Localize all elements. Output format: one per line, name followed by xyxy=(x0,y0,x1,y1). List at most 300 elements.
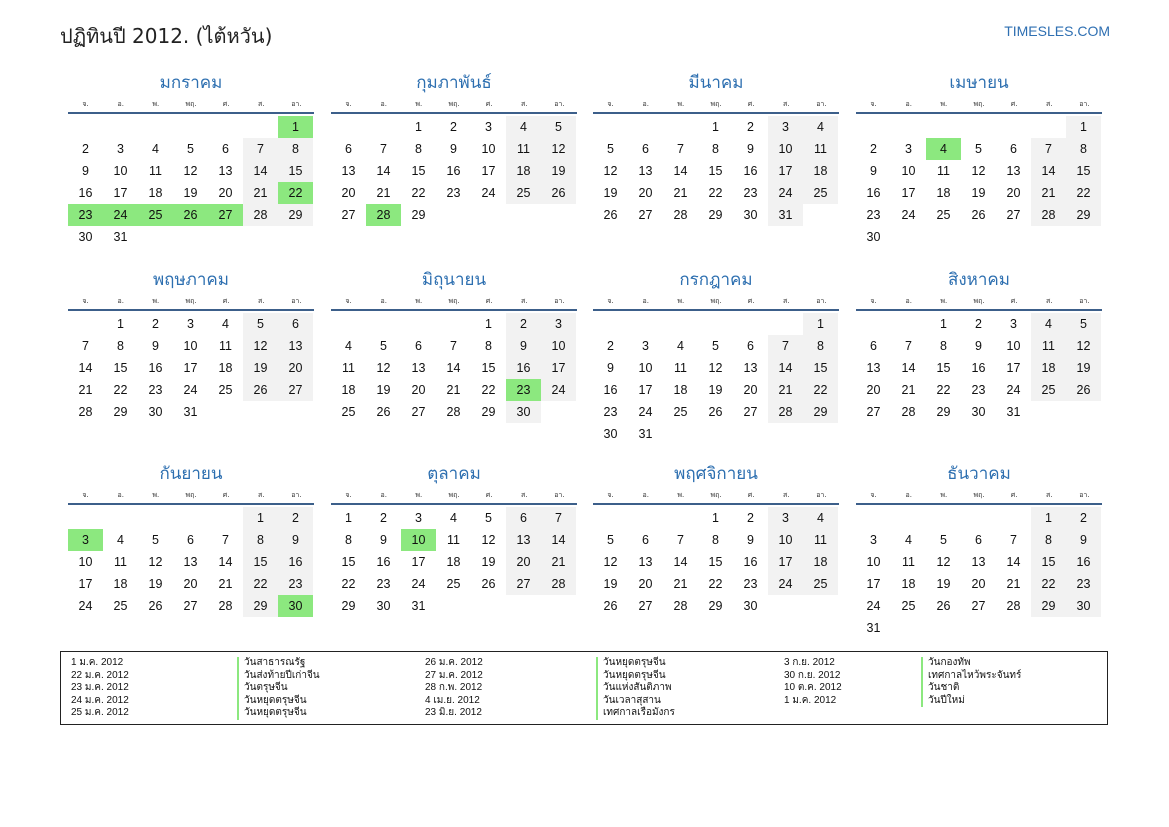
weekday-label: ศ. xyxy=(222,490,230,499)
day-cell: 28 xyxy=(78,405,93,419)
day-cell: 15 xyxy=(708,555,723,569)
day-cell: 25 xyxy=(113,599,128,613)
day-cell: 18 xyxy=(936,186,951,200)
weekday-label: พฤ. xyxy=(973,490,985,499)
weekday-label: จ. xyxy=(870,296,877,305)
day-cell: 11 xyxy=(803,138,838,160)
empty-cell xyxy=(1031,116,1066,138)
day-cell: 7 xyxy=(1010,533,1017,547)
day-cell: 11 xyxy=(219,339,232,353)
day-cell: 17 xyxy=(866,577,881,591)
empty-cell xyxy=(208,116,243,138)
day-cell: 6 xyxy=(345,142,352,156)
weekday-label: อา. xyxy=(291,490,302,499)
day-cell: 2 xyxy=(380,511,387,525)
holiday-entry: 23 มิ.ย. 2012 xyxy=(425,707,482,719)
weekday-label: พฤ. xyxy=(185,99,197,108)
day-cell: 12 xyxy=(1066,335,1101,357)
day-cell: 14 xyxy=(901,361,916,375)
day-cell: 29 xyxy=(708,208,723,222)
day-cell: 15 xyxy=(278,160,313,182)
weekday-label: จ. xyxy=(82,296,89,305)
day-cell: 11 xyxy=(937,164,950,178)
day-cell: 24 xyxy=(103,204,138,226)
day-cell: 4 xyxy=(506,116,541,138)
day-cell: 28 xyxy=(1006,599,1021,613)
day-cell: 16 xyxy=(148,361,163,375)
weekday-label: จ. xyxy=(345,296,352,305)
day-cell: 12 xyxy=(603,164,618,178)
weekday-label: ศ. xyxy=(222,296,230,305)
day-cell: 29 xyxy=(278,204,313,226)
month-block xyxy=(68,267,314,423)
day-cell: 4 xyxy=(222,317,229,331)
day-cell: 29 xyxy=(113,405,128,419)
day-cell: 17 xyxy=(768,551,803,573)
day-cell: 4 xyxy=(117,533,124,547)
day-cell: 8 xyxy=(117,339,124,353)
day-cell: 28 xyxy=(366,204,401,226)
day-cell: 17 xyxy=(638,383,653,397)
day-grid xyxy=(331,507,577,617)
day-cell: 21 xyxy=(673,186,688,200)
day-cell: 19 xyxy=(603,577,618,591)
day-cell: 15 xyxy=(341,555,356,569)
day-cell: 28 xyxy=(673,599,688,613)
empty-cell xyxy=(173,116,208,138)
day-cell: 16 xyxy=(603,383,618,397)
day-cell: 19 xyxy=(183,186,198,200)
holiday-entry: 3 ก.ย. 2012 xyxy=(784,657,835,668)
day-cell: 4 xyxy=(803,116,838,138)
day-cell: 1 xyxy=(712,511,719,525)
empty-cell xyxy=(768,595,803,617)
day-cell: 9 xyxy=(506,335,541,357)
holiday-entry: วันหยุดตรุษจีน xyxy=(244,694,307,706)
day-cell: 31 xyxy=(113,230,128,244)
day-cell: 12 xyxy=(708,361,723,375)
empty-cell xyxy=(103,507,138,529)
month-name: กรกฎาคม xyxy=(679,270,753,290)
weekday-label: พ. xyxy=(677,99,685,108)
day-cell: 7 xyxy=(380,142,387,156)
empty-cell xyxy=(243,401,278,423)
empty-cell xyxy=(1031,226,1066,248)
day-cell: 6 xyxy=(222,142,229,156)
weekday-label: อ. xyxy=(380,99,387,108)
day-cell: 24 xyxy=(768,182,803,204)
day-cell: 17 xyxy=(901,186,916,200)
day-cell: 13 xyxy=(638,164,653,178)
holiday-entry: วันเวลาสุสาน xyxy=(603,694,661,706)
day-cell: 26 xyxy=(1066,379,1101,401)
day-cell: 13 xyxy=(506,529,541,551)
day-cell: 19 xyxy=(148,577,163,591)
day-cell: 24 xyxy=(638,405,653,419)
empty-cell xyxy=(593,507,628,529)
weekday-label: อ. xyxy=(905,296,912,305)
empty-cell xyxy=(803,204,838,226)
day-cell: 1 xyxy=(415,120,422,134)
empty-cell xyxy=(68,507,103,529)
day-cell: 25 xyxy=(446,577,461,591)
day-cell: 29 xyxy=(708,599,723,613)
empty-cell xyxy=(243,226,278,248)
weekday-label: ส. xyxy=(783,99,790,108)
month-name: ธันวาคม xyxy=(947,464,1011,484)
weekday-header xyxy=(331,96,577,114)
holiday-entry: วันหยุดตรุษจีน xyxy=(603,669,666,681)
empty-cell xyxy=(996,116,1031,138)
weekday-header xyxy=(593,293,839,311)
weekday-label: จ. xyxy=(607,99,614,108)
weekday-label: อา. xyxy=(1079,490,1090,499)
day-cell: 8 xyxy=(1066,138,1101,160)
day-cell: 27 xyxy=(866,405,881,419)
holiday-entry: วันชาติ xyxy=(928,682,960,694)
weekday-label: จ. xyxy=(870,99,877,108)
day-cell: 24 xyxy=(411,577,426,591)
day-cell: 11 xyxy=(506,138,541,160)
holiday-entry: วันกองทัพ xyxy=(928,657,971,668)
weekday-label: ศ. xyxy=(747,296,755,305)
weekday-label: พฤ. xyxy=(710,490,722,499)
holiday-entry: 28 ก.พ. 2012 xyxy=(425,682,483,694)
empty-cell xyxy=(278,226,313,248)
month-block xyxy=(331,461,577,617)
weekday-label: อา. xyxy=(554,490,565,499)
empty-cell xyxy=(663,116,698,138)
day-cell: 3 xyxy=(187,317,194,331)
day-cell: 29 xyxy=(1031,595,1066,617)
day-cell: 8 xyxy=(712,533,719,547)
day-cell: 23 xyxy=(68,204,103,226)
empty-cell xyxy=(698,313,733,335)
weekday-label: พ. xyxy=(940,99,948,108)
holiday-entry: 24 ม.ค. 2012 xyxy=(71,694,129,706)
day-cell: 6 xyxy=(747,339,754,353)
day-grid xyxy=(856,507,1102,639)
day-cell: 19 xyxy=(481,555,496,569)
day-cell: 27 xyxy=(971,599,986,613)
day-cell: 25 xyxy=(341,405,356,419)
day-cell: 27 xyxy=(506,573,541,595)
day-cell: 25 xyxy=(803,182,838,204)
day-cell: 31 xyxy=(411,599,426,613)
holiday-entry: วันหยุดตรุษจีน xyxy=(603,657,666,668)
day-cell: 13 xyxy=(218,164,233,178)
weekday-label: พฤ. xyxy=(710,296,722,305)
weekday-label: พฤ. xyxy=(448,490,460,499)
empty-cell xyxy=(891,116,926,138)
day-cell: 28 xyxy=(541,573,576,595)
month-block xyxy=(856,267,1102,423)
empty-cell xyxy=(1066,617,1101,639)
day-cell: 19 xyxy=(936,577,951,591)
day-cell: 12 xyxy=(376,361,391,375)
day-cell: 20 xyxy=(278,357,313,379)
day-cell: 4 xyxy=(905,533,912,547)
day-cell: 16 xyxy=(971,361,986,375)
weekday-label: ส. xyxy=(258,296,265,305)
day-cell: 23 xyxy=(446,186,461,200)
day-cell: 31 xyxy=(638,427,653,441)
day-cell: 11 xyxy=(342,361,355,375)
day-cell: 22 xyxy=(113,383,128,397)
day-cell: 2 xyxy=(747,511,754,525)
empty-cell xyxy=(68,313,103,335)
day-cell: 3 xyxy=(870,533,877,547)
day-cell: 6 xyxy=(415,339,422,353)
day-cell: 5 xyxy=(187,142,194,156)
day-cell: 1 xyxy=(1066,116,1101,138)
day-cell: 25 xyxy=(506,182,541,204)
day-cell: 13 xyxy=(743,361,758,375)
holiday-entry: 30 ก.ย. 2012 xyxy=(784,669,841,681)
day-cell: 1 xyxy=(345,511,352,525)
day-cell: 30 xyxy=(376,599,391,613)
weekday-label: ศ. xyxy=(1010,490,1018,499)
holiday-entry: 4 เม.ย. 2012 xyxy=(425,694,480,706)
empty-cell xyxy=(401,313,436,335)
day-cell: 9 xyxy=(747,142,754,156)
day-cell: 10 xyxy=(78,555,93,569)
weekday-label: ส. xyxy=(258,490,265,499)
day-cell: 22 xyxy=(936,383,951,397)
weekday-label: พฤ. xyxy=(448,99,460,108)
day-cell: 1 xyxy=(1031,507,1066,529)
empty-cell xyxy=(996,617,1031,639)
empty-cell xyxy=(208,401,243,423)
site-link[interactable]: TIMESLES.COM xyxy=(1004,23,1110,39)
holiday-entry: วันปีใหม่ xyxy=(928,694,965,706)
empty-cell xyxy=(173,226,208,248)
day-cell: 24 xyxy=(901,208,916,222)
day-cell: 7 xyxy=(450,339,457,353)
day-cell: 26 xyxy=(971,208,986,222)
weekday-label: อา. xyxy=(291,296,302,305)
day-cell: 8 xyxy=(803,335,838,357)
day-cell: 25 xyxy=(936,208,951,222)
weekday-label: ศ. xyxy=(747,490,755,499)
day-cell: 12 xyxy=(603,555,618,569)
weekday-label: พฤ. xyxy=(185,490,197,499)
day-cell: 13 xyxy=(183,555,198,569)
holiday-entry: 25 ม.ค. 2012 xyxy=(71,707,129,719)
weekday-label: พฤ. xyxy=(448,296,460,305)
day-cell: 20 xyxy=(971,577,986,591)
day-cell: 20 xyxy=(866,383,881,397)
empty-cell xyxy=(996,226,1031,248)
day-cell: 1 xyxy=(117,317,124,331)
day-cell: 8 xyxy=(485,339,492,353)
holiday-entry: 1 ม.ค. 2012 xyxy=(71,657,124,668)
weekday-label: อา. xyxy=(816,296,827,305)
day-cell: 1 xyxy=(712,120,719,134)
day-cell: 22 xyxy=(708,577,723,591)
month-block xyxy=(593,267,839,445)
day-cell: 29 xyxy=(481,405,496,419)
day-cell: 25 xyxy=(138,204,173,226)
day-cell: 22 xyxy=(1031,573,1066,595)
day-cell: 14 xyxy=(541,529,576,551)
day-cell: 3 xyxy=(415,511,422,525)
day-cell: 25 xyxy=(218,383,233,397)
day-cell: 4 xyxy=(1031,313,1066,335)
day-cell: 22 xyxy=(708,186,723,200)
holiday-names-col1 xyxy=(237,657,320,720)
day-cell: 1 xyxy=(803,313,838,335)
day-cell: 3 xyxy=(768,116,803,138)
day-cell: 28 xyxy=(218,599,233,613)
empty-cell xyxy=(1031,617,1066,639)
empty-cell xyxy=(436,595,471,617)
empty-cell xyxy=(803,595,838,617)
day-cell: 11 xyxy=(1031,335,1066,357)
day-cell: 16 xyxy=(866,186,881,200)
day-cell: 18 xyxy=(218,361,233,375)
day-cell: 18 xyxy=(901,577,916,591)
empty-cell xyxy=(471,204,506,226)
day-cell: 19 xyxy=(708,383,723,397)
day-cell: 26 xyxy=(603,599,618,613)
day-cell: 16 xyxy=(446,164,461,178)
day-cell: 25 xyxy=(673,405,688,419)
day-cell: 21 xyxy=(243,182,278,204)
day-cell: 19 xyxy=(1066,357,1101,379)
day-cell: 17 xyxy=(768,160,803,182)
empty-cell xyxy=(733,313,768,335)
holiday-entry: วันแห่งสันติภาพ xyxy=(603,682,672,694)
holiday-names-col3 xyxy=(921,657,1021,707)
empty-cell xyxy=(856,313,891,335)
day-grid xyxy=(331,116,577,226)
day-cell: 30 xyxy=(971,405,986,419)
holiday-entry: 27 ม.ค. 2012 xyxy=(425,669,483,681)
day-cell: 20 xyxy=(638,186,653,200)
empty-cell xyxy=(1066,401,1101,423)
month-block xyxy=(593,461,839,617)
day-grid xyxy=(331,313,577,423)
empty-cell xyxy=(541,595,576,617)
day-cell: 11 xyxy=(114,555,127,569)
holiday-dates-col3 xyxy=(784,657,842,707)
day-cell: 22 xyxy=(243,573,278,595)
weekday-header xyxy=(593,487,839,505)
day-cell: 15 xyxy=(113,361,128,375)
day-cell: 18 xyxy=(506,160,541,182)
weekday-label: ส. xyxy=(521,490,528,499)
day-cell: 16 xyxy=(506,357,541,379)
day-cell: 6 xyxy=(187,533,194,547)
weekday-label: ส. xyxy=(783,296,790,305)
day-cell: 27 xyxy=(638,208,653,222)
day-cell: 26 xyxy=(481,577,496,591)
day-cell: 4 xyxy=(152,142,159,156)
holiday-dates-col1 xyxy=(71,657,129,720)
day-cell: 31 xyxy=(866,621,881,635)
holiday-entry: วันสาธารณรัฐ xyxy=(244,657,306,668)
day-cell: 27 xyxy=(278,379,313,401)
empty-cell xyxy=(138,116,173,138)
empty-cell xyxy=(138,226,173,248)
day-cell: 31 xyxy=(768,204,803,226)
day-cell: 6 xyxy=(975,533,982,547)
day-cell: 5 xyxy=(607,533,614,547)
empty-cell xyxy=(593,313,628,335)
calendar-grid xyxy=(68,70,1102,650)
empty-cell xyxy=(698,423,733,445)
day-cell: 10 xyxy=(183,339,198,353)
weekday-label: พ. xyxy=(415,296,423,305)
day-cell: 29 xyxy=(341,599,356,613)
day-cell: 29 xyxy=(803,401,838,423)
weekday-label: ส. xyxy=(783,490,790,499)
holiday-names-col2 xyxy=(596,657,675,720)
day-cell: 23 xyxy=(743,577,758,591)
holiday-entry: วันหยุดตรุษจีน xyxy=(244,707,307,719)
weekday-label: พ. xyxy=(152,490,160,499)
day-cell: 11 xyxy=(149,164,162,178)
day-cell: 23 xyxy=(971,383,986,397)
day-cell: 26 xyxy=(541,182,576,204)
day-cell: 23 xyxy=(743,186,758,200)
day-cell: 17 xyxy=(411,555,426,569)
day-cell: 18 xyxy=(803,160,838,182)
day-cell: 13 xyxy=(411,361,426,375)
weekday-label: ศ. xyxy=(1010,99,1018,108)
day-cell: 2 xyxy=(975,317,982,331)
day-cell: 4 xyxy=(450,511,457,525)
day-cell: 17 xyxy=(113,186,128,200)
day-cell: 2 xyxy=(82,142,89,156)
day-cell: 28 xyxy=(673,208,688,222)
empty-cell xyxy=(541,204,576,226)
day-cell: 7 xyxy=(677,533,684,547)
weekday-label: อา. xyxy=(816,99,827,108)
empty-cell xyxy=(961,226,996,248)
day-cell: 12 xyxy=(183,164,198,178)
month-name: พฤษภาคม xyxy=(152,270,230,290)
day-cell: 23 xyxy=(1066,573,1101,595)
day-cell: 8 xyxy=(243,529,278,551)
day-cell: 23 xyxy=(278,573,313,595)
day-cell: 14 xyxy=(673,164,688,178)
day-cell: 3 xyxy=(768,507,803,529)
day-cell: 20 xyxy=(411,383,426,397)
day-cell: 5 xyxy=(975,142,982,156)
day-cell: 21 xyxy=(901,383,916,397)
holiday-entry: 1 ม.ค. 2012 xyxy=(784,694,837,706)
weekday-label: พ. xyxy=(152,99,160,108)
empty-cell xyxy=(208,226,243,248)
day-cell: 5 xyxy=(1066,313,1101,335)
day-cell: 20 xyxy=(1006,186,1021,200)
day-cell: 28 xyxy=(1031,204,1066,226)
day-cell: 16 xyxy=(376,555,391,569)
empty-cell xyxy=(628,116,663,138)
weekday-label: พ. xyxy=(677,490,685,499)
weekday-label: อา. xyxy=(554,99,565,108)
day-cell: 1 xyxy=(485,317,492,331)
day-cell: 6 xyxy=(278,313,313,335)
day-cell: 20 xyxy=(183,577,198,591)
day-cell: 3 xyxy=(1010,317,1017,331)
day-cell: 1 xyxy=(940,317,947,331)
day-cell: 17 xyxy=(183,361,198,375)
month-name: ตุลาคม xyxy=(427,464,481,484)
day-cell: 15 xyxy=(411,164,426,178)
